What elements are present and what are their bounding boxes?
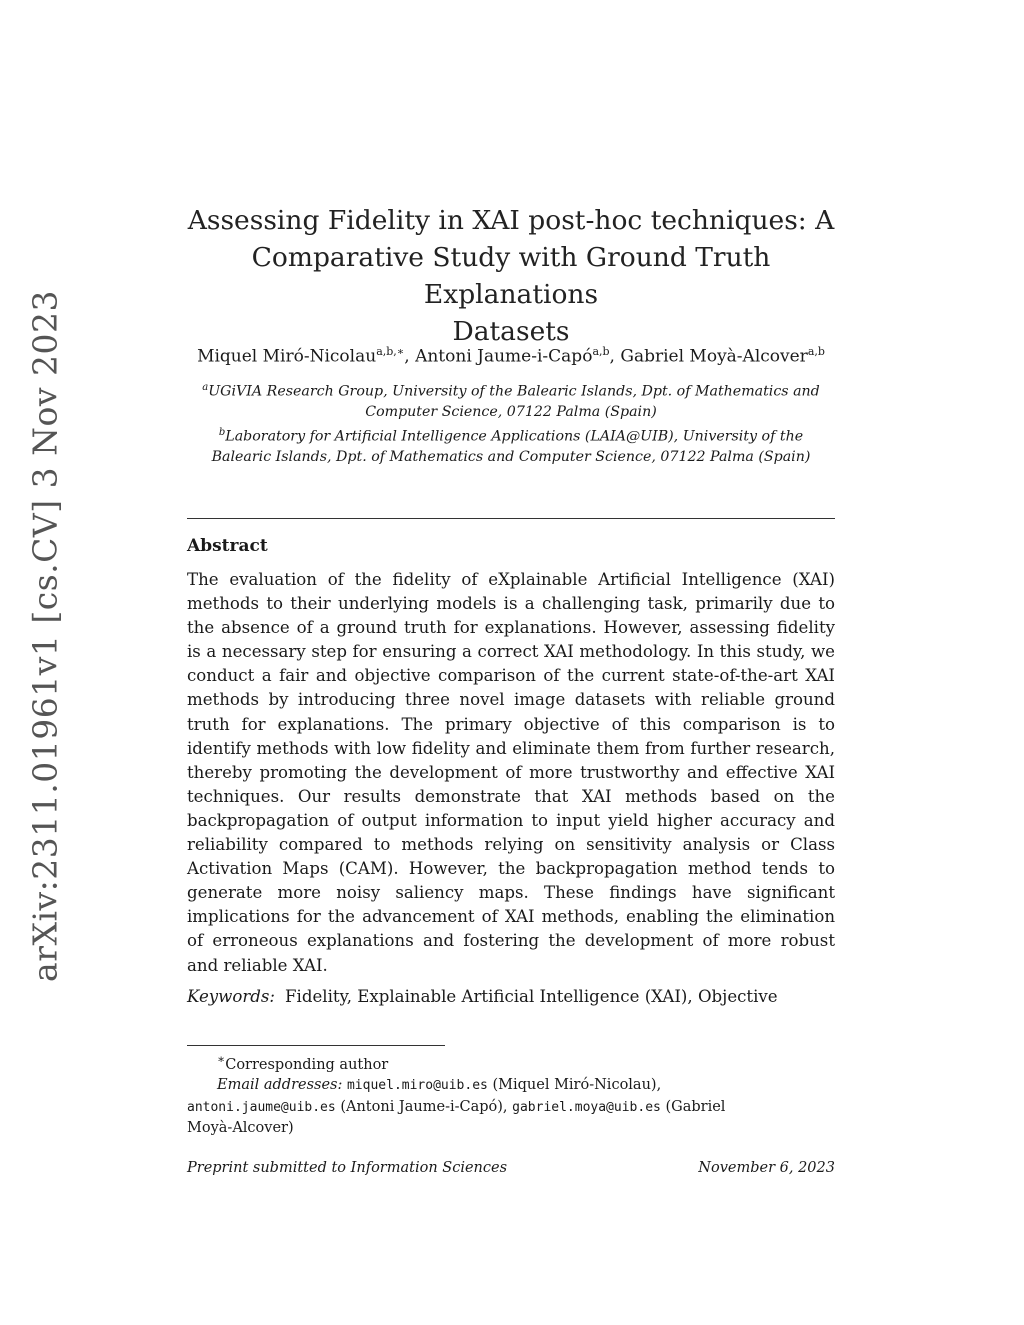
- abstract-text: The evaluation of the fidelity of eXplainable Artificial Intelligence (XAI) methods to their underlying models is a challenging task, primarily due to the absence of a ground truth for explanations. However, assessing fidelity is a necessary step for ensuring a correct XAI methodology. In this study, we conduct a fair and objective comparison of the current state-of-the-art XAI methods by introducing three novel image datasets with reliable ground truth for explanations. The primary objective of this comparison is to identify methods with low fidelity and eliminate them from further research, thereby promoting the development of more trustworthy and effective XAI techniques. Our results demonstrate that XAI methods based on the backpropagation of output information to input yield higher accuracy and reliability compared to methods relying on sensitivity analysis or Class Activation Maps (CAM). However, the backpropagation method tends to generate more noisy saliency maps. These findings have significant implications for the advancement of XAI methods, enabling the elimination of erroneous explanations and fostering the development of more robust and reliable XAI.: [187, 570, 835, 975]
- affiliation-mark: a: [202, 382, 209, 393]
- email-label: Email addresses:: [217, 1077, 343, 1094]
- footnotes: [187, 1049, 835, 1139]
- footnote-corresponding-text: Corresponding author: [225, 1056, 389, 1073]
- abstract-heading: Abstract: [187, 536, 268, 556]
- footnote-corresponding: [187, 1049, 835, 1075]
- title-line: Assessing Fidelity in XAI post-hoc techniques: A: [187, 205, 835, 236]
- footnote-email-line: [187, 1097, 835, 1119]
- email-link[interactable]: gabriel.moya@uib.es: [512, 1099, 661, 1115]
- affiliation-text: Laboratory for Artificial Intelligence Applications (LAIA@UIB), University of the: [225, 428, 804, 445]
- email-link[interactable]: antoni.jaume@uib.es: [187, 1099, 336, 1115]
- paper-title: [187, 202, 835, 350]
- preprint-date: November 6, 2023: [698, 1160, 835, 1176]
- author-separator: ,: [609, 346, 621, 367]
- author-list: [187, 340, 835, 369]
- title-line: Datasets: [452, 316, 570, 347]
- keywords-label: Keywords:: [187, 987, 276, 1006]
- author-separator: ,: [404, 346, 416, 367]
- email-owner: (Miquel Miró-Nicolau),: [492, 1077, 662, 1094]
- keywords: [187, 987, 835, 1006]
- preprint-journal: Preprint submitted to Information Sciences: [187, 1160, 508, 1176]
- author-name: Antoni Jaume-i-Capó: [415, 346, 593, 367]
- arxiv-stamp: arXiv:2311.01961v1 [cs.CV] 3 Nov 2023: [25, 290, 65, 982]
- author-affil-marks: a,b,∗: [376, 345, 405, 358]
- affiliation-line: [187, 378, 835, 402]
- affiliation-line: [187, 423, 835, 447]
- author-affil-marks: a,b: [807, 345, 825, 358]
- affiliation-line: Balearic Islands, Dpt. of Mathematics and Computer Science, 07122 Palma (Spain): [211, 448, 811, 465]
- abstract-top-rule: [187, 518, 835, 519]
- email-owner: (Gabriel: [665, 1098, 726, 1115]
- footnote-mark: ∗: [217, 1052, 226, 1066]
- affiliation-list: [187, 378, 835, 467]
- email-owner: (Antoni Jaume-i-Capó),: [340, 1098, 508, 1115]
- title-line: Comparative Study with Ground Truth Explanations: [251, 242, 771, 310]
- email-link[interactable]: miquel.miro@uib.es: [346, 1078, 488, 1094]
- footnote-rule: [187, 1045, 445, 1046]
- author-name: Miquel Miró-Nicolau: [197, 346, 377, 367]
- affiliation-mark: b: [218, 426, 226, 438]
- footnote-email-line: Moyà-Alcover): [187, 1120, 294, 1137]
- footnote-email-line: [187, 1075, 835, 1097]
- author-affil-marks: a,b: [592, 345, 610, 358]
- author-name: Gabriel Moyà-Alcover: [620, 346, 808, 367]
- affiliation-text: UGiVIA Research Group, University of the Balearic Islands, Dpt. of Mathematics and: [208, 383, 820, 400]
- keywords-text: Fidelity, Explainable Artificial Intelligence (XAI), Objective: [285, 987, 778, 1006]
- affiliation-line: Computer Science, 07122 Palma (Spain): [365, 404, 657, 421]
